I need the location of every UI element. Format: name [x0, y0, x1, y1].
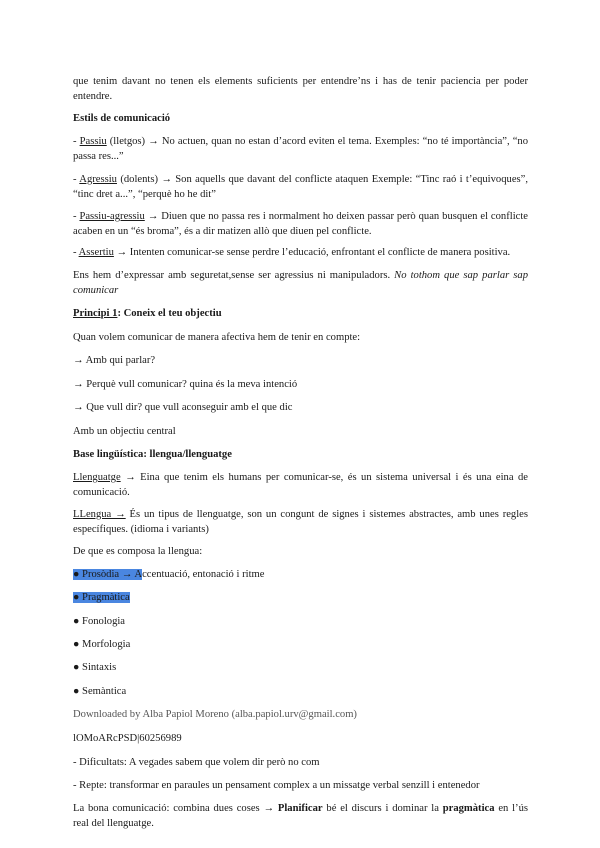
dificultats-text: - Dificultats: A vegades sabem que volem dir però no com: [73, 757, 320, 768]
term-passiu: Passiu: [79, 136, 107, 147]
express-text: Ens hem d’expressar amb seguretat,sense ser agressius ni manipuladors.: [73, 270, 395, 281]
term-assertiu: Assertiu: [78, 247, 114, 258]
repte-text: - Repte: transformar en paraules un pensament complex a un missatge verbal senzill i entenedor: [73, 780, 480, 791]
list-item: ● Morfologia: [73, 639, 131, 650]
llengua-desc: És un tipus de llenguatge, son un congunt de signes i sistemes abstractes, amb unes regles específiques. (idioma i variants): [73, 509, 528, 535]
principle-title: : Coneix el teu objectiu: [117, 308, 222, 319]
llenguatge-paragraph: [73, 470, 528, 500]
express-paragraph: [73, 268, 528, 298]
intro-paragraph: que tenim davant no tenen els elements suficients per entendre’ns i has de tenir paciencia per poder entendre.: [73, 76, 528, 102]
bona-mid: bé el discurs i dominar la: [322, 803, 443, 814]
download-note: Downloaded by Alba Papiol Moreno (alba.papiol.urv@gmail.com): [73, 709, 357, 720]
principle-heading: [73, 306, 528, 321]
express-italic: No tothom que sap parlar sap comunicar: [73, 270, 528, 296]
components-intro: De que es composa la llengua:: [73, 546, 203, 557]
highlight-prosodia: ● Prosòdia → A: [73, 569, 143, 580]
question-item: → Amb qui parlar?: [73, 355, 156, 366]
bona-comunicacio-paragraph: [73, 801, 528, 831]
principle-label: Principi 1: [73, 308, 118, 319]
llenguatge-desc: → Eina que tenim els humans per comunicar-se, és un sistema universal i és una eina de comunicació.: [73, 472, 528, 498]
principle-intro: Quan volem comunicar de manera afectiva hem de tenir en compte:: [73, 332, 361, 343]
list-item: ● Sintaxis: [73, 662, 117, 673]
question-item: → Perquè vull comunicar? quina és la meva intenció: [73, 379, 298, 390]
bold-pragmatica: pragmàtica: [442, 803, 495, 814]
style-passiu: - Passiu (lletgos) → No actuen, quan no estan d’acord eviten el tema. Exemples: “no té importància”, “no passa res...”: [73, 136, 528, 162]
passiu-agressiu-desc: → Diuen que no passa res i normalment ho deixen passar però quan busquen el conflicte acaben en un “és broma”, és a dir matizen allò que diuen pel conflicte.: [73, 211, 528, 237]
list-item: ● Fonologia: [73, 616, 126, 627]
highlight-pragmatica: ● Pragmàtica: [73, 592, 130, 603]
list-item-prosodia: [73, 567, 528, 582]
document-id: lOMoARcPSD|60256989: [73, 733, 182, 744]
assertiu-desc: → Intenten comunicar-se sense perdre l’educació, enfrontant el conflicte de manera positiva.: [113, 247, 511, 258]
llengua-paragraph: [73, 507, 528, 537]
question-item: → Que vull dir? que vull aconseguir amb el que dic: [73, 402, 293, 413]
list-item: ● Semàntica: [73, 686, 127, 697]
style-agressiu: - Agressiu (dolents) → Son aquells que davant del conflicte ataquen Exemple: “Tinc raó i t’equivoques”, “tinc dret a...”, “perquè ho he dit”: [73, 174, 528, 200]
list-item-pragmatica: [73, 590, 528, 605]
term-agressiu: Agressiu: [79, 174, 117, 185]
prosodia-desc: ccentuació, entonació i ritme: [142, 569, 265, 580]
passiu-desc: (lletgos) → No actuen, quan no estan d’acord eviten el tema. Exemples: “no té importància”, “no passa res...”: [73, 136, 528, 162]
agressiu-desc: (dolents) → Son aquells que davant del conflicte ataquen Exemple: “Tinc raó i t’equivoques”, “tinc dret a...”, “perquè ho he dit”: [73, 174, 528, 200]
term-passiu-agressiu: Passiu-agressiu: [79, 211, 145, 222]
style-assertiu: - Assertiu → Intenten comunicar-se sense perdre l’educació, enfrontant el conflicte de manera positiva.: [73, 247, 511, 258]
styles-heading: Estils de comunicació: [73, 113, 171, 124]
base-heading: Base lingüística: llengua/llenguatge: [73, 449, 232, 460]
bona-pre: La bona comunicació: combina dues coses →: [73, 803, 278, 814]
term-llenguatge: Llenguatge: [73, 472, 121, 483]
style-passiu-agressiu: - Passiu-agressiu → Diuen que no passa res i normalment ho deixen passar però quan busquen el conflicte acaben en un “és broma”, és a dir matizen allò que diuen pel conflicte.: [73, 211, 528, 237]
bona-post: en l’ús real del llenguatge.: [73, 803, 529, 829]
bold-planificar: Planificar: [277, 803, 323, 814]
objective-text: Amb un objectiu central: [73, 426, 176, 437]
term-llengua: LLengua →: [73, 509, 126, 520]
